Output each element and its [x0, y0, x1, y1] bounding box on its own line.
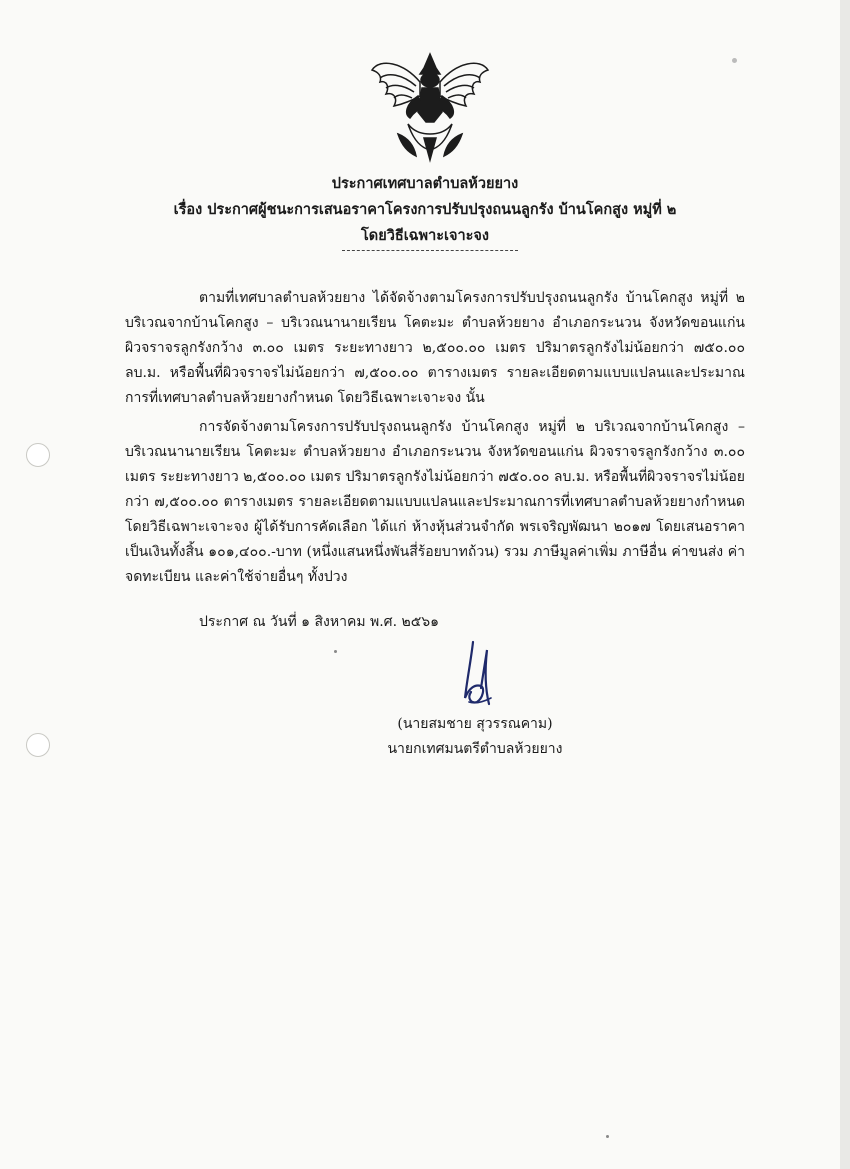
scan-speck [334, 650, 337, 653]
scan-speck [606, 1135, 609, 1138]
heading-divider [342, 250, 518, 251]
announcement-body [125, 286, 745, 635]
garuda-emblem-icon [368, 52, 492, 164]
announcement-title: ประกาศเทศบาลตำบลห้วยยาง [331, 175, 519, 192]
paragraph-background: ตามที่เทศบาลตำบลห้วยยาง ได้จัดจ้างตามโครงการปรับปรุงถนนลูกรัง บ้านโคกสูง หมู่ที่ ๒ บริเวณจากบ้านโคกสูง – บริเวณนานายเรียน โคตะมะ ตำบลห้วยยาง อำเภอกระนวน จังหวัดขอนแก่น ผิวจราจรลูกรังกว้าง ๓.๐๐ เมตร ระยะทางยาว ๒,๕๐๐.๐๐ เมตร ปริมาตรลูกรังไม่น้อยกว่า ๗๕๐.๐๐ ลบ.ม. หรือพื้นที่ผิวจราจรไม่น้อยกว่า ๗,๕๐๐.๐๐ ตารางเมตร รายละเอียดตามแบบแปลนและประมาณการที่เทศบาลตำบลห้วยยางกำหนด โดยวิธีเฉพาะเจาะจง นั้น [125, 290, 745, 406]
paragraph-winner: การจัดจ้างตามโครงการปรับปรุงถนนลูกรัง บ้านโคกสูง หมู่ที่ ๒ บริเวณจากบ้านโคกสูง – บริเวณนานายเรียน โคตะมะ ตำบลห้วยยาง อำเภอกระนวน จังหวัดขอนแก่น ผิวจราจรลูกรังกว้าง ๓.๐๐ เมตร ระยะทางยาว ๒,๕๐๐.๐๐ เมตร ปริมาตรลูกรังไม่น้อยกว่า ๗๕๐.๐๐ ลบ.ม. หรือพื้นที่ผิวจราจรไม่น้อยกว่า ๗,๕๐๐.๐๐ ตารางเมตร รายละเอียดตามแบบแปลนและประมาณการที่เทศบาลตำบลห้วยยางกำหนด โดยวิธีเฉพาะเจาะจง ผู้ได้รับการคัดเลือก ได้แก่ ห้างหุ้นส่วนจำกัด พรเจริญพัฒนา ๒๐๑๗ โดยเสนอราคาเป็นเงินทั้งสิ้น ๑๐๑,๔๐๐.-บาท (หนึ่งแสนหนึ่งพันสี่ร้อยบาทถ้วน) รวม ภาษีมูลค่าเพิ่ม ภาษีอื่น ค่าขนส่ง ค่าจดทะเบียน และค่าใช้จ่ายอื่นๆ ทั้งปวง [125, 419, 745, 585]
punch-hole [26, 443, 50, 467]
handwritten-signature-icon [455, 640, 515, 720]
procurement-method: โดยวิธีเฉพาะเจาะจง [361, 227, 489, 244]
signature-block [375, 712, 575, 762]
signatory-position: นายกเทศมนตรีตำบลห้วยยาง [387, 741, 563, 757]
announcement-subject: เรื่อง ประกาศผู้ชนะการเสนอราคาโครงการปรับปรุงถนนลูกรัง บ้านโคกสูง หมู่ที่ ๒ [173, 201, 677, 218]
punch-hole [26, 733, 50, 757]
announcement-date: ประกาศ ณ วันที่ ๑ สิงหาคม พ.ศ. ๒๕๖๑ [199, 614, 440, 630]
scan-speck [732, 58, 737, 63]
signatory-name: (นายสมชาย สุวรรณคาม) [397, 716, 553, 732]
